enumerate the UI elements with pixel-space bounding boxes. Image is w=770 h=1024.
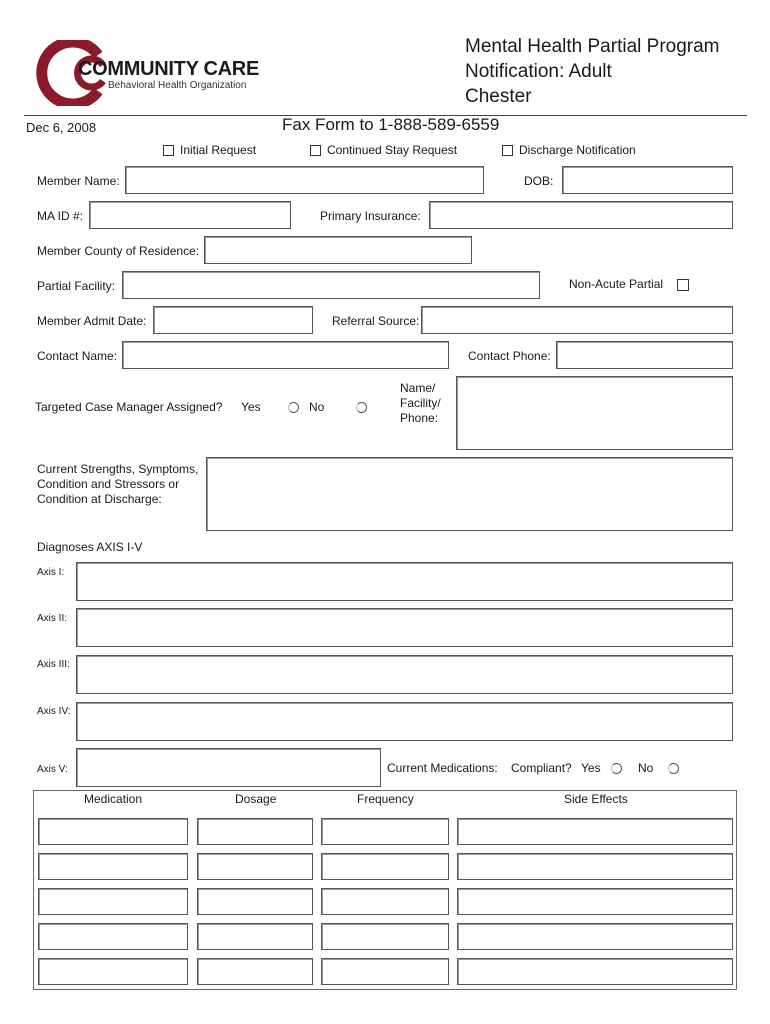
axis-2-field[interactable]	[76, 608, 733, 647]
case-manager-info-field[interactable]	[456, 376, 733, 450]
medication-cell[interactable]	[38, 818, 188, 845]
strengths-label-line2: Condition and Stressors or	[37, 477, 180, 491]
dosage-cell[interactable]	[197, 853, 313, 880]
case-manager-no-radio[interactable]	[356, 402, 367, 413]
side-effects-cell[interactable]	[457, 853, 733, 880]
axis-5-label: Axis V:	[37, 764, 68, 775]
strengths-label-line3: Condition at Discharge:	[37, 492, 162, 506]
discharge-notification-label: Discharge Notification	[519, 143, 636, 157]
axis-1-label: Axis I:	[37, 567, 65, 578]
side-effects-cell[interactable]	[457, 958, 733, 985]
dosage-cell[interactable]	[197, 818, 313, 845]
frequency-cell[interactable]	[321, 958, 449, 985]
dosage-cell[interactable]	[197, 888, 313, 915]
discharge-notification-checkbox[interactable]	[502, 145, 513, 156]
case-manager-label: Targeted Case Manager Assigned?	[35, 400, 223, 414]
case-manager-yes-radio[interactable]	[288, 402, 299, 413]
nfp-label-facility: Facility/	[400, 396, 441, 410]
diagnoses-heading: Diagnoses AXIS I-V	[37, 540, 143, 554]
member-name-field[interactable]	[125, 166, 484, 194]
form-title-line2: Notification: Adult	[465, 61, 612, 82]
continued-stay-checkbox[interactable]	[310, 145, 321, 156]
current-medications-label: Current Medications:	[387, 761, 498, 775]
member-name-label: Member Name:	[37, 174, 120, 188]
medication-column-header: Medication	[84, 792, 143, 806]
frequency-cell[interactable]	[321, 888, 449, 915]
compliant-yes-label: Yes	[581, 761, 601, 775]
side-effects-cell[interactable]	[457, 888, 733, 915]
ma-id-field[interactable]	[89, 201, 291, 229]
primary-insurance-field[interactable]	[429, 201, 733, 229]
referral-source-field[interactable]	[421, 306, 733, 334]
compliant-label: Compliant?	[511, 761, 572, 775]
logo-name: COMMUNITY CARE	[78, 58, 259, 80]
side-effects-cell[interactable]	[457, 818, 733, 845]
partial-facility-label: Partial Facility:	[37, 279, 116, 293]
medication-cell[interactable]	[38, 958, 188, 985]
frequency-cell[interactable]	[321, 853, 449, 880]
dob-label: DOB:	[524, 174, 554, 188]
admit-date-field[interactable]	[153, 306, 313, 334]
partial-facility-field[interactable]	[122, 271, 540, 299]
nfp-label-name: Name/	[400, 381, 436, 395]
ma-id-label: MA ID #:	[37, 209, 84, 223]
contact-name-field[interactable]	[122, 341, 449, 369]
axis-2-label: Axis II:	[37, 613, 68, 624]
initial-request-checkbox[interactable]	[163, 145, 174, 156]
form-title-line3: Chester	[465, 86, 532, 107]
side-effects-column-header: Side Effects	[564, 792, 628, 806]
axis-4-field[interactable]	[76, 702, 733, 741]
fax-number: Fax Form to 1-888-589-6559	[282, 115, 500, 134]
logo-subtitle: Behavioral Health Organization	[108, 80, 247, 91]
admit-date-label: Member Admit Date:	[37, 314, 147, 328]
case-manager-yes-label: Yes	[241, 400, 261, 414]
axis-4-label: Axis IV:	[37, 706, 71, 717]
non-acute-label: Non-Acute Partial	[569, 277, 664, 291]
dosage-cell[interactable]	[197, 923, 313, 950]
case-manager-no-label: No	[309, 400, 325, 414]
non-acute-checkbox[interactable]	[677, 279, 689, 291]
strengths-field[interactable]	[206, 457, 733, 531]
axis-5-field[interactable]	[76, 748, 381, 787]
medication-cell[interactable]	[38, 888, 188, 915]
dosage-column-header: Dosage	[235, 792, 277, 806]
frequency-column-header: Frequency	[357, 792, 414, 806]
compliant-yes-radio[interactable]	[611, 763, 622, 774]
contact-name-label: Contact Name:	[37, 349, 118, 363]
dosage-cell[interactable]	[197, 958, 313, 985]
axis-1-field[interactable]	[76, 562, 733, 601]
form-date: Dec 6, 2008	[26, 120, 97, 135]
nfp-label-phone: Phone:	[400, 411, 439, 425]
frequency-cell[interactable]	[321, 818, 449, 845]
initial-request-label: Initial Request	[180, 143, 257, 157]
primary-insurance-label: Primary Insurance:	[320, 209, 421, 223]
medication-cell[interactable]	[38, 923, 188, 950]
contact-phone-label: Contact Phone:	[468, 349, 551, 363]
county-label: Member County of Residence:	[37, 244, 200, 258]
axis-3-field[interactable]	[76, 655, 733, 694]
county-field[interactable]	[204, 236, 472, 264]
form-title-line1: Mental Health Partial Program	[465, 36, 720, 57]
referral-source-label: Referral Source:	[332, 314, 420, 328]
strengths-label-line1: Current Strengths, Symptoms,	[37, 462, 199, 476]
continued-stay-label: Continued Stay Request	[327, 143, 458, 157]
side-effects-cell[interactable]	[457, 923, 733, 950]
medication-cell[interactable]	[38, 853, 188, 880]
axis-3-label: Axis III:	[37, 659, 70, 670]
compliant-no-radio[interactable]	[668, 763, 679, 774]
contact-phone-field[interactable]	[556, 341, 733, 369]
frequency-cell[interactable]	[321, 923, 449, 950]
dob-field[interactable]	[562, 166, 733, 194]
compliant-no-label: No	[638, 761, 654, 775]
